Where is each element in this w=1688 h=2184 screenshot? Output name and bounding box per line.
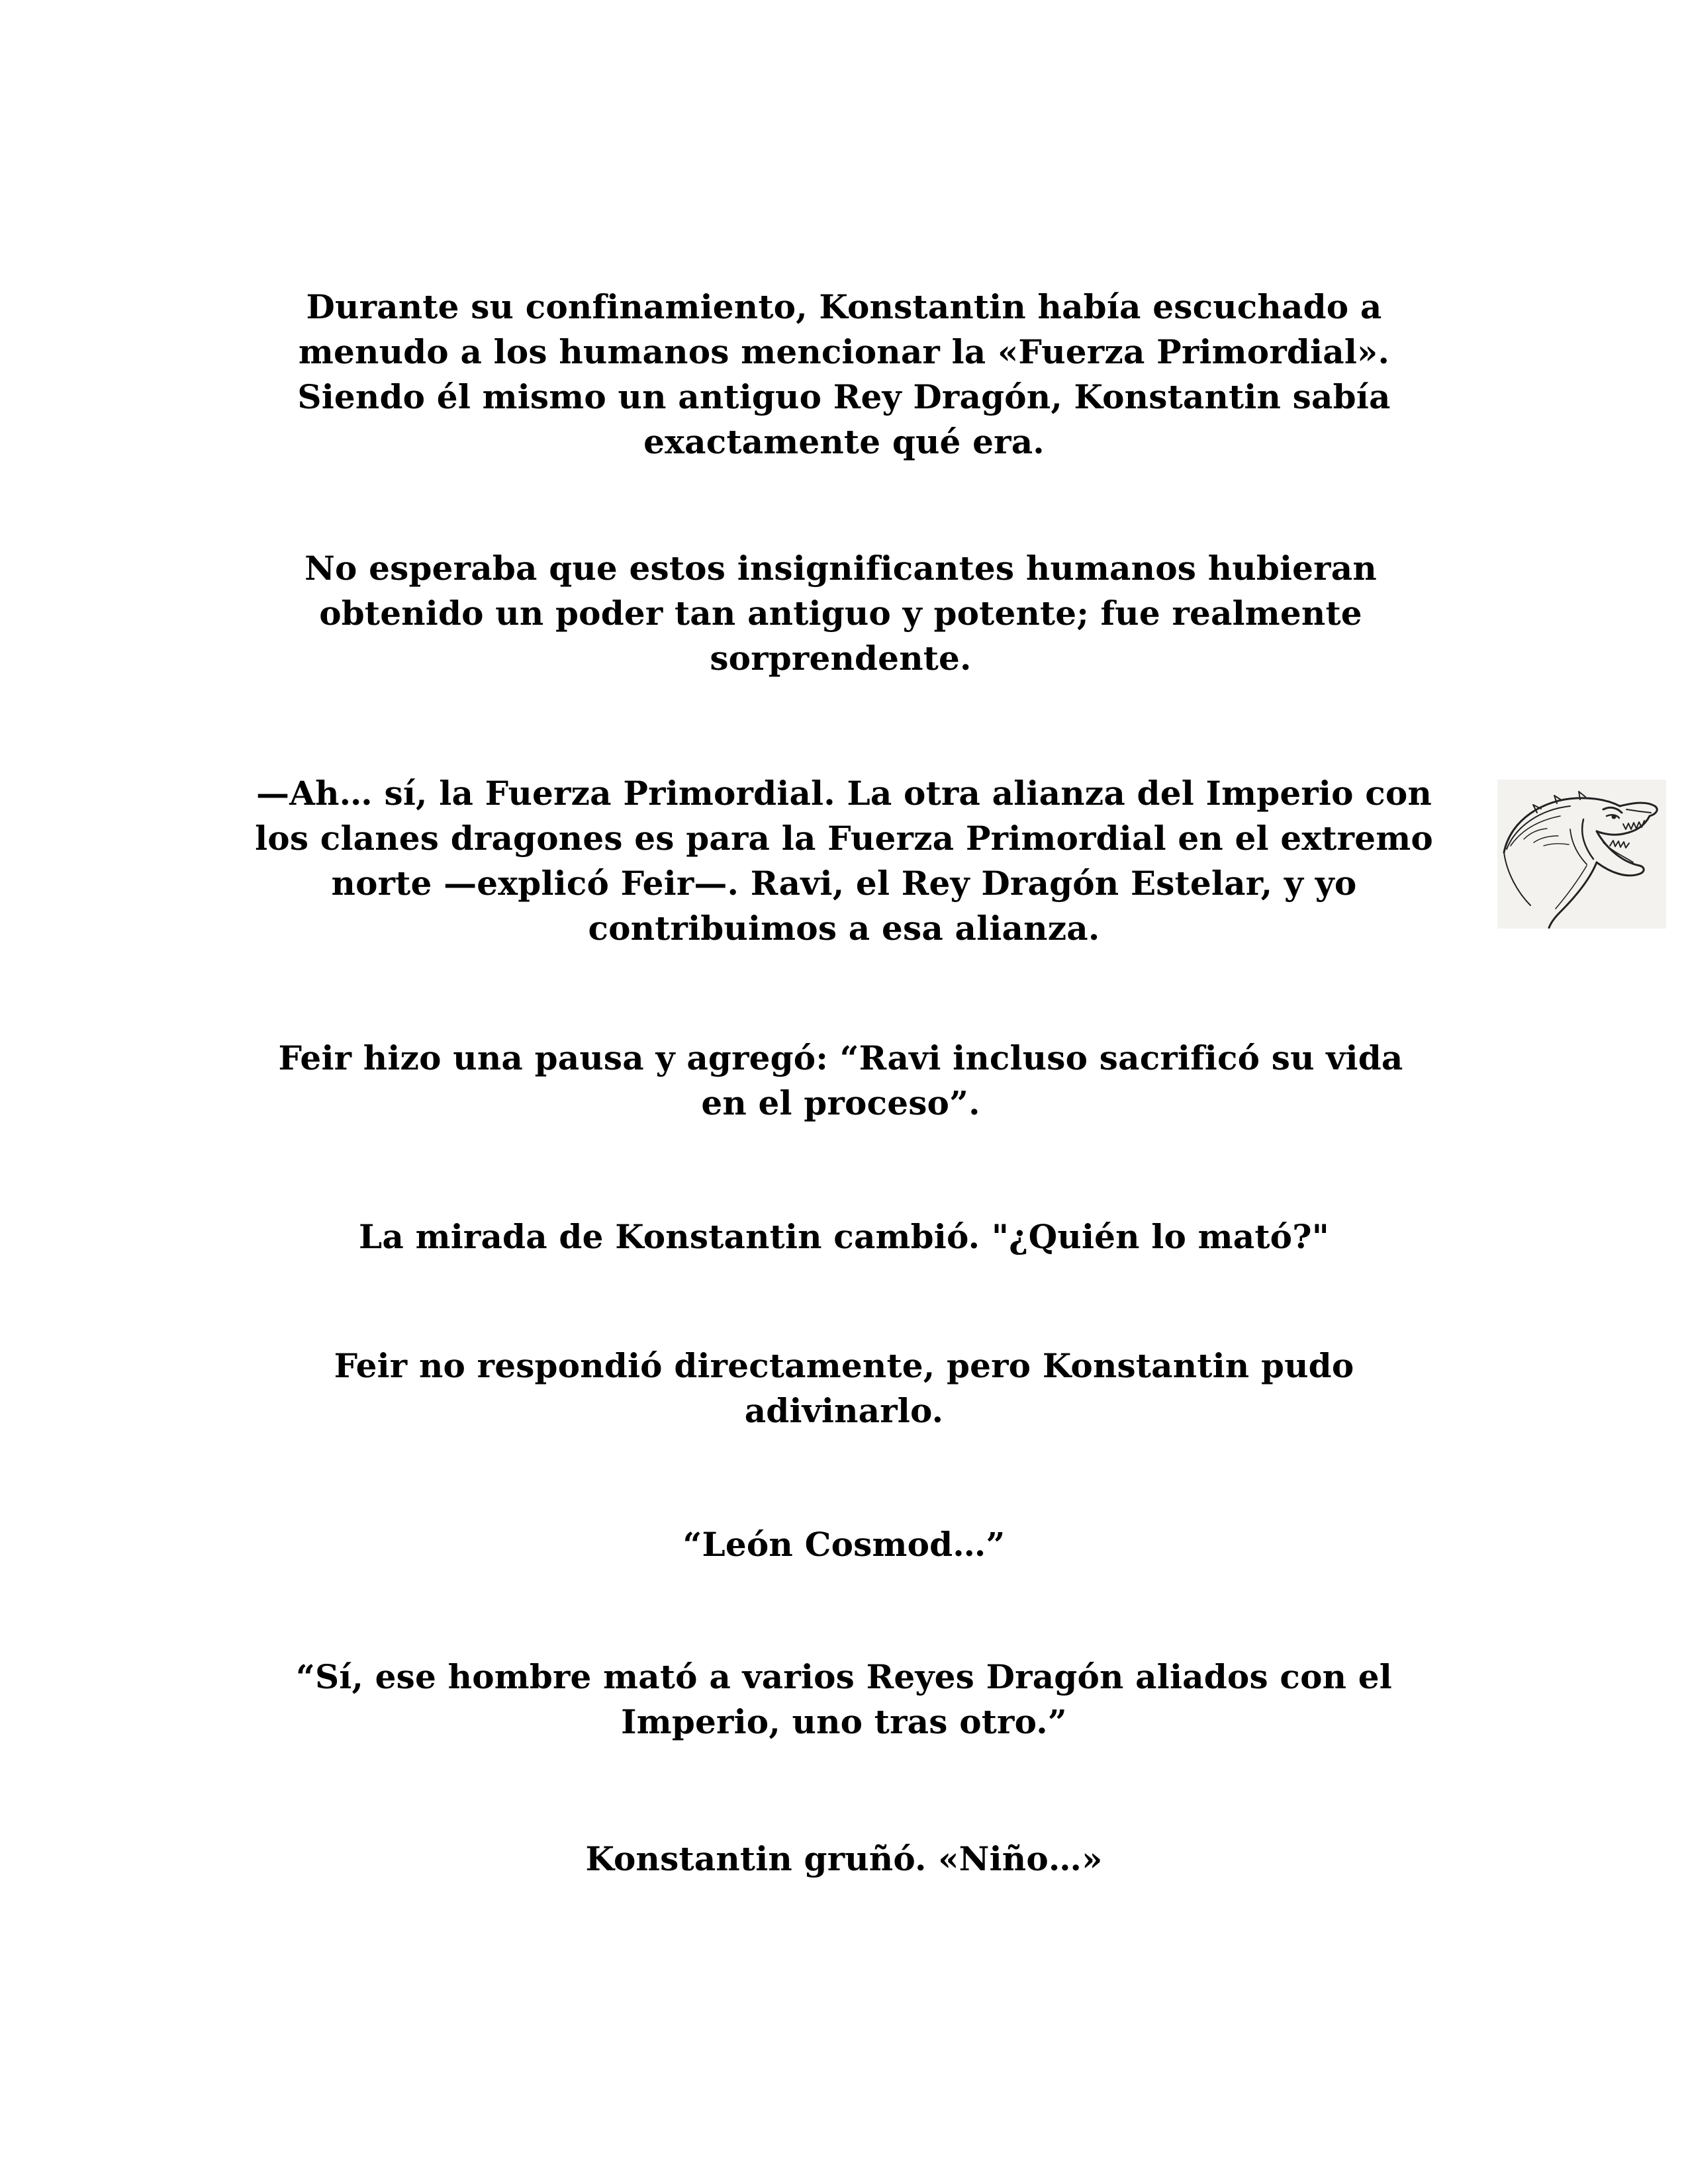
paragraph-1: Durante su confinamiento, Konstantin había escuchado a menudo a los humanos mencionar la «Fuerza Primordial». Siendo él mismo un antiguo Rey Dragón, Konstantin sabía exactamente qué era.	[297, 287, 1391, 461]
paragraph-9: Konstantin gruñó. «Niño…»	[585, 1839, 1103, 1878]
paragraph-2: No esperaba que estos insignificantes humanos hubieran obtenido un poder tan antiguo y potente; fue realmente sorprendente.	[305, 549, 1377, 678]
paragraph-8: “Sí, ese hombre mató a varios Reyes Dragón aliados con el Imperio, uno tras otro.”	[295, 1657, 1392, 1741]
dragon-head-sketch-icon	[1497, 780, 1666, 929]
paragraph-3: —Ah… sí, la Fuerza Primordial. La otra alianza del Imperio con los clanes dragones es para la Fuerza Primordial en el extremo norte —explicó Feir—. Ravi, el Rey Dragón Estelar, y yo contribuimos a esa alianza.	[255, 774, 1433, 948]
paragraph-7: “León Cosmod…”	[682, 1525, 1006, 1564]
paragraph-4: Feir hizo una pausa y agregó: “Ravi incluso sacrificó su vida en el proceso”.	[278, 1038, 1403, 1122]
story-text	[238, 0, 1450, 2184]
paragraph-5: La mirada de Konstantin cambió. "¿Quién lo mató?"	[359, 1217, 1329, 1256]
paragraph-6: Feir no respondió directamente, pero Konstantin pudo adivinarlo.	[334, 1346, 1354, 1430]
